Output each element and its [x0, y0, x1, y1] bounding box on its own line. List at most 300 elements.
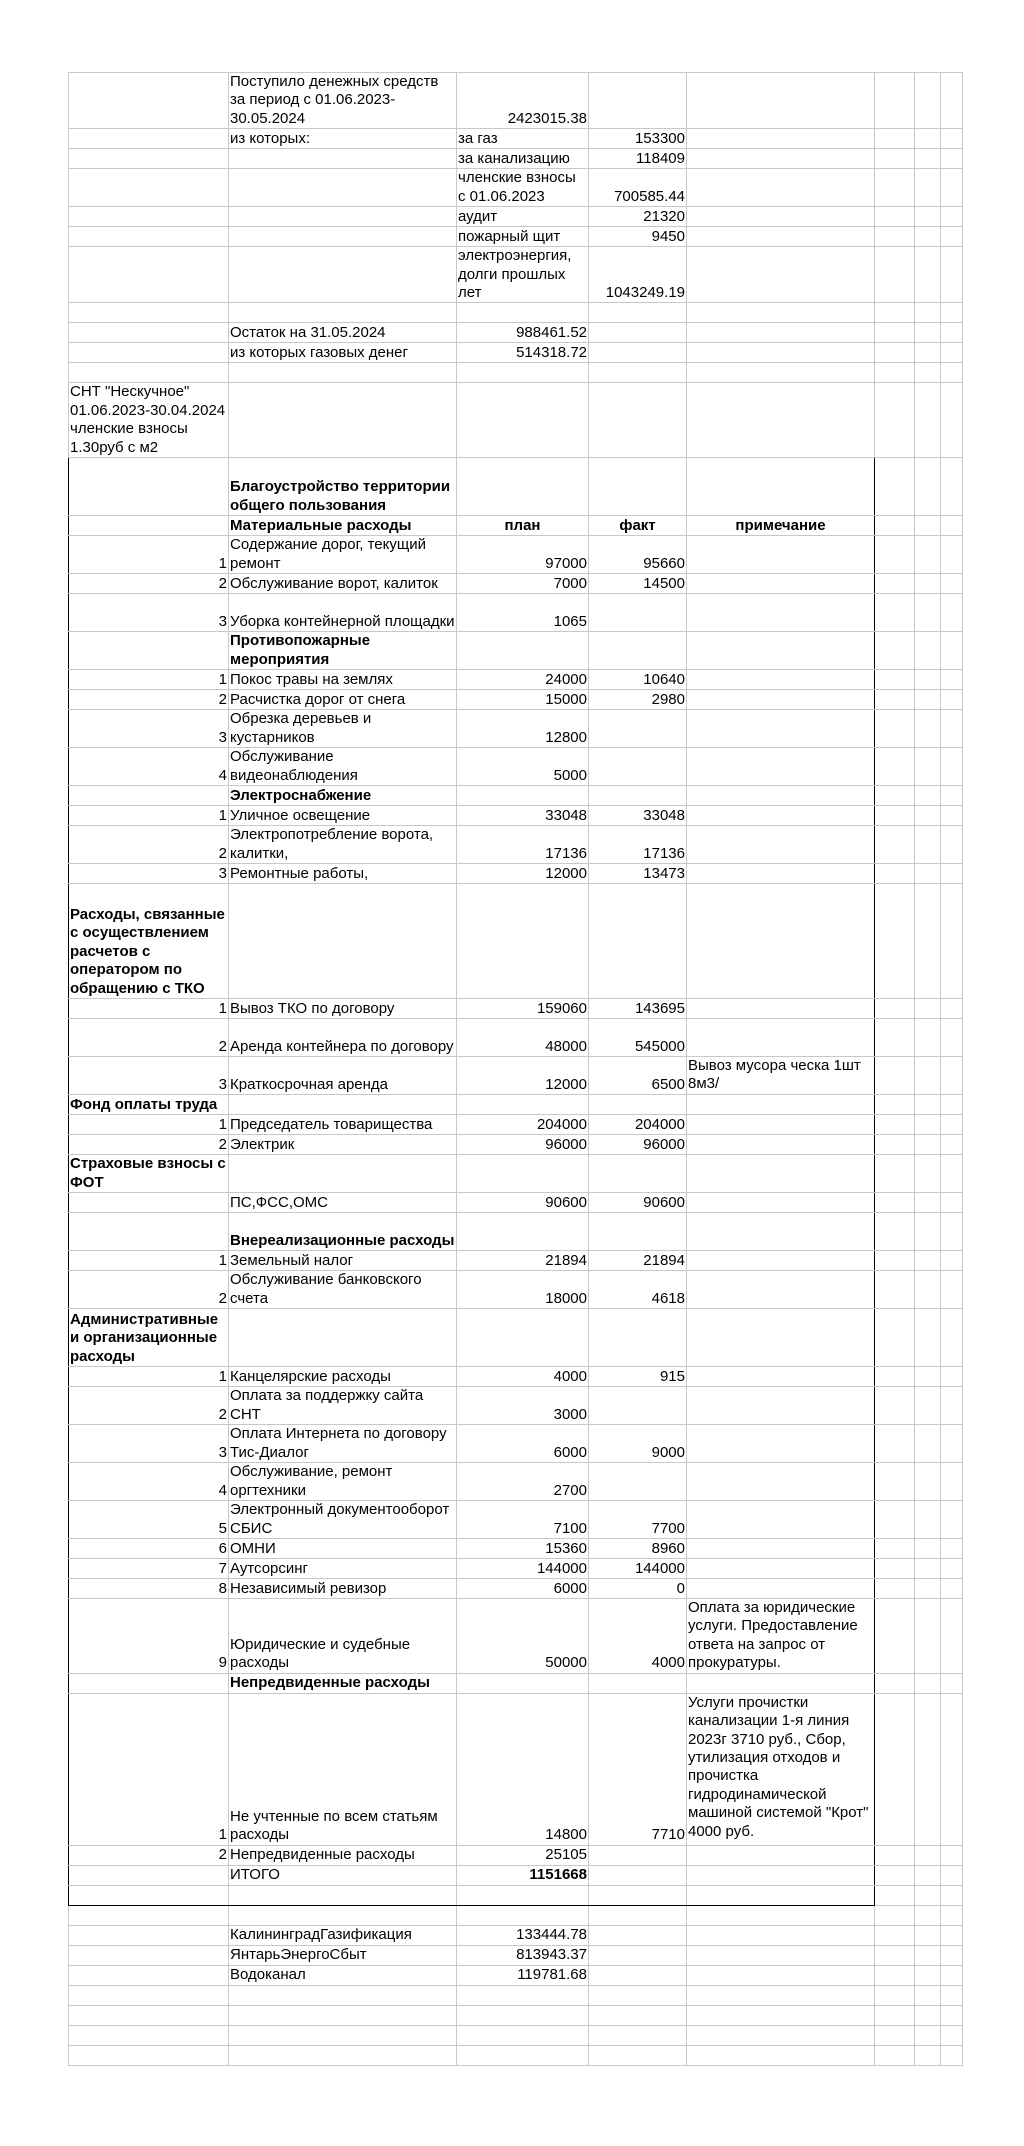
cell-h[interactable] — [941, 227, 963, 247]
cell-a[interactable]: 4 — [69, 1463, 229, 1501]
cell-a[interactable] — [69, 786, 229, 806]
cell-a[interactable] — [69, 632, 229, 670]
cell-h[interactable] — [941, 1885, 963, 1905]
cell-f[interactable] — [875, 1367, 915, 1387]
cell-b[interactable]: Водоканал — [229, 1965, 457, 1985]
cell-b[interactable] — [229, 2025, 457, 2045]
cell-g[interactable] — [915, 1965, 941, 1985]
cell-c[interactable]: 15000 — [457, 690, 589, 710]
cell-b[interactable]: Председатель товарищества — [229, 1115, 457, 1135]
cell-h[interactable] — [941, 786, 963, 806]
cell-g[interactable] — [915, 363, 941, 383]
cell-e[interactable] — [687, 1865, 875, 1885]
cell-h[interactable] — [941, 1115, 963, 1135]
cell-g[interactable] — [915, 1559, 941, 1579]
cell-f[interactable] — [875, 1135, 915, 1155]
cell-h[interactable] — [941, 1673, 963, 1693]
cell-c[interactable]: 12800 — [457, 710, 589, 748]
cell-f[interactable] — [875, 864, 915, 884]
cell-h[interactable] — [941, 1309, 963, 1367]
cell-e[interactable] — [687, 1885, 875, 1905]
cell-b[interactable]: Обслуживание ворот, калиток — [229, 574, 457, 594]
cell-h[interactable] — [941, 73, 963, 129]
cell-g[interactable] — [915, 632, 941, 670]
cell-d[interactable] — [589, 1387, 687, 1425]
cell-d[interactable] — [589, 1095, 687, 1115]
cell-f[interactable] — [875, 1193, 915, 1213]
cell-f[interactable] — [875, 1945, 915, 1965]
cell-a[interactable]: 2 — [69, 574, 229, 594]
cell-h[interactable] — [941, 1865, 963, 1885]
cell-b[interactable]: ИТОГО — [229, 1865, 457, 1885]
cell-b[interactable] — [229, 149, 457, 169]
cell-f[interactable] — [875, 574, 915, 594]
cell-e[interactable] — [687, 1425, 875, 1463]
cell-e[interactable] — [687, 536, 875, 574]
cell-d[interactable] — [589, 1925, 687, 1945]
cell-f[interactable] — [875, 1925, 915, 1945]
cell-b[interactable]: Содержание дорог, текущий ремонт — [229, 536, 457, 574]
cell-c[interactable]: электроэнергия, долги прошлых лет — [457, 247, 589, 303]
cell-c[interactable]: 21894 — [457, 1251, 589, 1271]
cell-c[interactable] — [457, 1095, 589, 1115]
cell-b[interactable]: Обслуживание банковского счета — [229, 1271, 457, 1309]
cell-g[interactable] — [915, 786, 941, 806]
cell-h[interactable] — [941, 1193, 963, 1213]
cell-c[interactable]: 24000 — [457, 670, 589, 690]
cell-d[interactable] — [589, 1463, 687, 1501]
cell-a[interactable] — [69, 247, 229, 303]
cell-f[interactable] — [875, 748, 915, 786]
cell-h[interactable] — [941, 864, 963, 884]
cell-h[interactable] — [941, 1213, 963, 1251]
cell-e[interactable] — [687, 458, 875, 516]
cell-h[interactable] — [941, 2005, 963, 2025]
cell-d[interactable] — [589, 1905, 687, 1925]
cell-g[interactable] — [915, 864, 941, 884]
cell-e[interactable] — [687, 574, 875, 594]
cell-g[interactable] — [915, 1925, 941, 1945]
cell-g[interactable] — [915, 999, 941, 1019]
cell-c[interactable]: 97000 — [457, 536, 589, 574]
cell-a[interactable]: 2 — [69, 1019, 229, 1057]
cell-a[interactable] — [69, 1925, 229, 1945]
cell-e[interactable] — [687, 1387, 875, 1425]
cell-c[interactable] — [457, 303, 589, 323]
cell-d[interactable]: 9450 — [589, 227, 687, 247]
cell-a[interactable]: 3 — [69, 1425, 229, 1463]
cell-c[interactable] — [457, 1905, 589, 1925]
cell-e[interactable] — [687, 1925, 875, 1945]
cell-f[interactable] — [875, 536, 915, 574]
cell-g[interactable] — [915, 1945, 941, 1965]
cell-f[interactable] — [875, 73, 915, 129]
cell-e[interactable]: Вывоз мусора ческа 1шт 8м3/ — [687, 1057, 875, 1095]
cell-f[interactable] — [875, 1155, 915, 1193]
cell-g[interactable] — [915, 1865, 941, 1885]
cell-c[interactable]: 12000 — [457, 1057, 589, 1095]
cell-e[interactable] — [687, 1985, 875, 2005]
cell-d[interactable] — [589, 2045, 687, 2065]
cell-c[interactable] — [457, 2045, 589, 2065]
cell-d[interactable]: 21320 — [589, 207, 687, 227]
cell-g[interactable] — [915, 1579, 941, 1599]
cell-e[interactable] — [687, 1965, 875, 1985]
cell-b[interactable]: Противопожарные мероприятия — [229, 632, 457, 670]
cell-e[interactable] — [687, 2045, 875, 2065]
cell-e[interactable] — [687, 1251, 875, 1271]
cell-g[interactable] — [915, 149, 941, 169]
cell-g[interactable] — [915, 1463, 941, 1501]
cell-b[interactable] — [229, 884, 457, 999]
cell-h[interactable] — [941, 1251, 963, 1271]
cell-a[interactable] — [69, 363, 229, 383]
cell-e[interactable] — [687, 999, 875, 1019]
cell-f[interactable] — [875, 1271, 915, 1309]
cell-f[interactable] — [875, 1579, 915, 1599]
cell-b[interactable]: Уличное освещение — [229, 806, 457, 826]
cell-a[interactable]: Расходы, связанные с осуществлением расчетов с оператором по обращению с ТКО — [69, 884, 229, 999]
cell-b[interactable]: Земельный налог — [229, 1251, 457, 1271]
cell-f[interactable] — [875, 1599, 915, 1674]
cell-a[interactable]: 1 — [69, 806, 229, 826]
cell-c[interactable] — [457, 363, 589, 383]
cell-f[interactable] — [875, 343, 915, 363]
cell-g[interactable] — [915, 2045, 941, 2065]
cell-g[interactable] — [915, 1367, 941, 1387]
cell-e[interactable] — [687, 1579, 875, 1599]
cell-g[interactable] — [915, 1539, 941, 1559]
cell-h[interactable] — [941, 1425, 963, 1463]
cell-h[interactable] — [941, 1155, 963, 1193]
cell-g[interactable] — [915, 748, 941, 786]
cell-d[interactable] — [589, 1155, 687, 1193]
cell-d[interactable]: 204000 — [589, 1115, 687, 1135]
cell-g[interactable] — [915, 690, 941, 710]
cell-b[interactable]: Канцелярские расходы — [229, 1367, 457, 1387]
cell-g[interactable] — [915, 670, 941, 690]
cell-b[interactable]: Независимый ревизор — [229, 1579, 457, 1599]
cell-f[interactable] — [875, 632, 915, 670]
cell-h[interactable] — [941, 1057, 963, 1095]
cell-c[interactable] — [457, 1985, 589, 2005]
cell-h[interactable] — [941, 574, 963, 594]
cell-d[interactable] — [589, 786, 687, 806]
cell-e[interactable] — [687, 149, 875, 169]
cell-d[interactable]: 545000 — [589, 1019, 687, 1057]
cell-a[interactable] — [69, 1673, 229, 1693]
cell-b[interactable]: Не учтенные по всем статьям расходы — [229, 1693, 457, 1845]
cell-f[interactable] — [875, 129, 915, 149]
cell-d[interactable]: 7700 — [589, 1501, 687, 1539]
cell-h[interactable] — [941, 1559, 963, 1579]
cell-c[interactable] — [457, 2005, 589, 2025]
cell-c[interactable]: 18000 — [457, 1271, 589, 1309]
cell-g[interactable] — [915, 207, 941, 227]
cell-b[interactable]: Поступило денежных средств за период с 01.06.2023-30.05.2024 — [229, 73, 457, 129]
cell-c[interactable]: 133444.78 — [457, 1925, 589, 1945]
cell-c[interactable]: 1065 — [457, 594, 589, 632]
cell-d[interactable]: 6500 — [589, 1057, 687, 1095]
cell-c[interactable]: 15360 — [457, 1539, 589, 1559]
cell-d[interactable]: 2980 — [589, 690, 687, 710]
cell-f[interactable] — [875, 884, 915, 999]
cell-h[interactable] — [941, 1965, 963, 1985]
cell-d[interactable]: 915 — [589, 1367, 687, 1387]
cell-b[interactable]: Обслуживание, ремонт оргтехники — [229, 1463, 457, 1501]
cell-g[interactable] — [915, 1115, 941, 1135]
cell-f[interactable] — [875, 1251, 915, 1271]
cell-h[interactable] — [941, 458, 963, 516]
cell-d[interactable] — [589, 748, 687, 786]
cell-f[interactable] — [875, 1965, 915, 1985]
cell-a[interactable]: 6 — [69, 1539, 229, 1559]
cell-h[interactable] — [941, 383, 963, 458]
cell-f[interactable] — [875, 1693, 915, 1845]
cell-a[interactable] — [69, 1885, 229, 1905]
cell-g[interactable] — [915, 806, 941, 826]
cell-f[interactable] — [875, 1095, 915, 1115]
cell-d[interactable]: факт — [589, 516, 687, 536]
cell-c[interactable]: 7100 — [457, 1501, 589, 1539]
cell-h[interactable] — [941, 363, 963, 383]
cell-f[interactable] — [875, 323, 915, 343]
cell-a[interactable]: СНТ "Нескучное" 01.06.2023-30.04.2024 членские взносы 1.30руб с м2 — [69, 383, 229, 458]
cell-c[interactable] — [457, 1155, 589, 1193]
cell-g[interactable] — [915, 458, 941, 516]
cell-g[interactable] — [915, 1271, 941, 1309]
cell-d[interactable] — [589, 1213, 687, 1251]
cell-f[interactable] — [875, 999, 915, 1019]
cell-f[interactable] — [875, 1559, 915, 1579]
cell-h[interactable] — [941, 1905, 963, 1925]
cell-e[interactable] — [687, 207, 875, 227]
cell-b[interactable] — [229, 1905, 457, 1925]
cell-c[interactable]: 96000 — [457, 1135, 589, 1155]
cell-g[interactable] — [915, 227, 941, 247]
cell-f[interactable] — [875, 786, 915, 806]
cell-h[interactable] — [941, 516, 963, 536]
cell-h[interactable] — [941, 1845, 963, 1865]
cell-c[interactable]: 48000 — [457, 1019, 589, 1057]
cell-h[interactable] — [941, 1387, 963, 1425]
cell-f[interactable] — [875, 1213, 915, 1251]
cell-f[interactable] — [875, 710, 915, 748]
cell-c[interactable] — [457, 1673, 589, 1693]
cell-h[interactable] — [941, 1271, 963, 1309]
cell-g[interactable] — [915, 1057, 941, 1095]
cell-e[interactable] — [687, 670, 875, 690]
cell-h[interactable] — [941, 303, 963, 323]
cell-d[interactable] — [589, 594, 687, 632]
cell-g[interactable] — [915, 574, 941, 594]
cell-a[interactable]: 1 — [69, 1367, 229, 1387]
cell-c[interactable]: план — [457, 516, 589, 536]
cell-g[interactable] — [915, 826, 941, 864]
cell-f[interactable] — [875, 1115, 915, 1135]
cell-d[interactable] — [589, 343, 687, 363]
cell-d[interactable] — [589, 1865, 687, 1885]
cell-e[interactable] — [687, 1271, 875, 1309]
cell-h[interactable] — [941, 323, 963, 343]
cell-g[interactable] — [915, 1095, 941, 1115]
cell-h[interactable] — [941, 1367, 963, 1387]
cell-a[interactable]: 1 — [69, 999, 229, 1019]
cell-c[interactable]: за канализацию — [457, 149, 589, 169]
cell-a[interactable]: 2 — [69, 1845, 229, 1865]
cell-b[interactable]: ПС,ФСС,ОМС — [229, 1193, 457, 1213]
cell-c[interactable] — [457, 383, 589, 458]
cell-a[interactable]: Фонд оплаты труда — [69, 1095, 229, 1115]
cell-a[interactable]: 3 — [69, 1057, 229, 1095]
cell-e[interactable] — [687, 303, 875, 323]
cell-h[interactable] — [941, 536, 963, 574]
cell-f[interactable] — [875, 1985, 915, 2005]
cell-e[interactable] — [687, 129, 875, 149]
cell-c[interactable] — [457, 1885, 589, 1905]
cell-f[interactable] — [875, 207, 915, 227]
cell-c[interactable]: 12000 — [457, 864, 589, 884]
cell-e[interactable] — [687, 73, 875, 129]
cell-h[interactable] — [941, 343, 963, 363]
cell-a[interactable]: 1 — [69, 536, 229, 574]
cell-e[interactable] — [687, 1095, 875, 1115]
cell-f[interactable] — [875, 1885, 915, 1905]
cell-g[interactable] — [915, 1251, 941, 1271]
cell-b[interactable]: Юридические и судебные расходы — [229, 1599, 457, 1674]
cell-d[interactable]: 21894 — [589, 1251, 687, 1271]
cell-e[interactable] — [687, 1155, 875, 1193]
cell-a[interactable]: 4 — [69, 748, 229, 786]
cell-f[interactable] — [875, 1905, 915, 1925]
cell-a[interactable]: 5 — [69, 1501, 229, 1539]
cell-f[interactable] — [875, 690, 915, 710]
cell-b[interactable]: Вывоз ТКО по договору — [229, 999, 457, 1019]
cell-e[interactable] — [687, 343, 875, 363]
cell-e[interactable] — [687, 864, 875, 884]
cell-e[interactable] — [687, 1945, 875, 1965]
cell-f[interactable] — [875, 1539, 915, 1559]
cell-f[interactable] — [875, 247, 915, 303]
cell-f[interactable] — [875, 1845, 915, 1865]
cell-f[interactable] — [875, 594, 915, 632]
cell-e[interactable]: Оплата за юридические услуги. Предоставление ответа на запрос от прокуратуры. — [687, 1599, 875, 1674]
cell-f[interactable] — [875, 363, 915, 383]
cell-f[interactable] — [875, 1057, 915, 1095]
cell-c[interactable]: 204000 — [457, 1115, 589, 1135]
cell-a[interactable]: Административные и организационные расходы — [69, 1309, 229, 1367]
cell-c[interactable]: 144000 — [457, 1559, 589, 1579]
cell-f[interactable] — [875, 149, 915, 169]
cell-g[interactable] — [915, 1845, 941, 1865]
cell-d[interactable] — [589, 458, 687, 516]
cell-g[interactable] — [915, 323, 941, 343]
cell-c[interactable]: 988461.52 — [457, 323, 589, 343]
cell-g[interactable] — [915, 1155, 941, 1193]
cell-f[interactable] — [875, 1865, 915, 1885]
cell-h[interactable] — [941, 169, 963, 207]
cell-d[interactable]: 96000 — [589, 1135, 687, 1155]
cell-d[interactable]: 17136 — [589, 826, 687, 864]
cell-a[interactable] — [69, 2045, 229, 2065]
cell-b[interactable] — [229, 2045, 457, 2065]
cell-e[interactable] — [687, 169, 875, 207]
cell-b[interactable] — [229, 1885, 457, 1905]
cell-c[interactable] — [457, 1213, 589, 1251]
cell-a[interactable]: 2 — [69, 690, 229, 710]
cell-g[interactable] — [915, 1599, 941, 1674]
cell-e[interactable] — [687, 1135, 875, 1155]
cell-h[interactable] — [941, 129, 963, 149]
cell-g[interactable] — [915, 1387, 941, 1425]
cell-b[interactable]: ЯнтарьЭнергоСбыт — [229, 1945, 457, 1965]
cell-c[interactable]: 90600 — [457, 1193, 589, 1213]
cell-b[interactable] — [229, 1985, 457, 2005]
cell-a[interactable] — [69, 516, 229, 536]
cell-f[interactable] — [875, 1309, 915, 1367]
cell-d[interactable]: 153300 — [589, 129, 687, 149]
cell-c[interactable]: 119781.68 — [457, 1965, 589, 1985]
cell-g[interactable] — [915, 1213, 941, 1251]
cell-a[interactable]: 3 — [69, 710, 229, 748]
cell-g[interactable] — [915, 2025, 941, 2045]
cell-f[interactable] — [875, 826, 915, 864]
cell-e[interactable] — [687, 2025, 875, 2045]
cell-a[interactable] — [69, 73, 229, 129]
cell-a[interactable] — [69, 1945, 229, 1965]
cell-d[interactable] — [589, 1985, 687, 2005]
cell-d[interactable] — [589, 323, 687, 343]
cell-g[interactable] — [915, 1673, 941, 1693]
cell-b[interactable]: из которых газовых денег — [229, 343, 457, 363]
cell-h[interactable] — [941, 826, 963, 864]
cell-h[interactable] — [941, 1019, 963, 1057]
cell-a[interactable] — [69, 2005, 229, 2025]
cell-d[interactable] — [589, 303, 687, 323]
cell-h[interactable] — [941, 1135, 963, 1155]
cell-h[interactable] — [941, 690, 963, 710]
cell-a[interactable]: 3 — [69, 594, 229, 632]
cell-e[interactable] — [687, 383, 875, 458]
cell-a[interactable] — [69, 149, 229, 169]
cell-c[interactable]: 25105 — [457, 1845, 589, 1865]
cell-e[interactable] — [687, 1501, 875, 1539]
cell-b[interactable]: Оплата за поддержку сайта СНТ — [229, 1387, 457, 1425]
cell-g[interactable] — [915, 1019, 941, 1057]
cell-c[interactable]: 14800 — [457, 1693, 589, 1845]
cell-b[interactable]: Благоустройство территории общего пользования — [229, 458, 457, 516]
cell-b[interactable]: Аутсорсинг — [229, 1559, 457, 1579]
cell-h[interactable] — [941, 670, 963, 690]
cell-e[interactable] — [687, 710, 875, 748]
cell-h[interactable] — [941, 594, 963, 632]
cell-c[interactable]: 17136 — [457, 826, 589, 864]
cell-b[interactable]: Уборка контейнерной площадки — [229, 594, 457, 632]
cell-d[interactable] — [589, 1965, 687, 1985]
cell-d[interactable]: 1043249.19 — [589, 247, 687, 303]
cell-f[interactable] — [875, 516, 915, 536]
cell-d[interactable] — [589, 1845, 687, 1865]
cell-b[interactable]: Непредвиденные расходы — [229, 1845, 457, 1865]
cell-g[interactable] — [915, 1693, 941, 1845]
cell-g[interactable] — [915, 1501, 941, 1539]
cell-f[interactable] — [875, 1501, 915, 1539]
cell-h[interactable] — [941, 207, 963, 227]
cell-d[interactable]: 144000 — [589, 1559, 687, 1579]
cell-a[interactable] — [69, 1213, 229, 1251]
cell-b[interactable] — [229, 207, 457, 227]
cell-c[interactable]: 2423015.38 — [457, 73, 589, 129]
